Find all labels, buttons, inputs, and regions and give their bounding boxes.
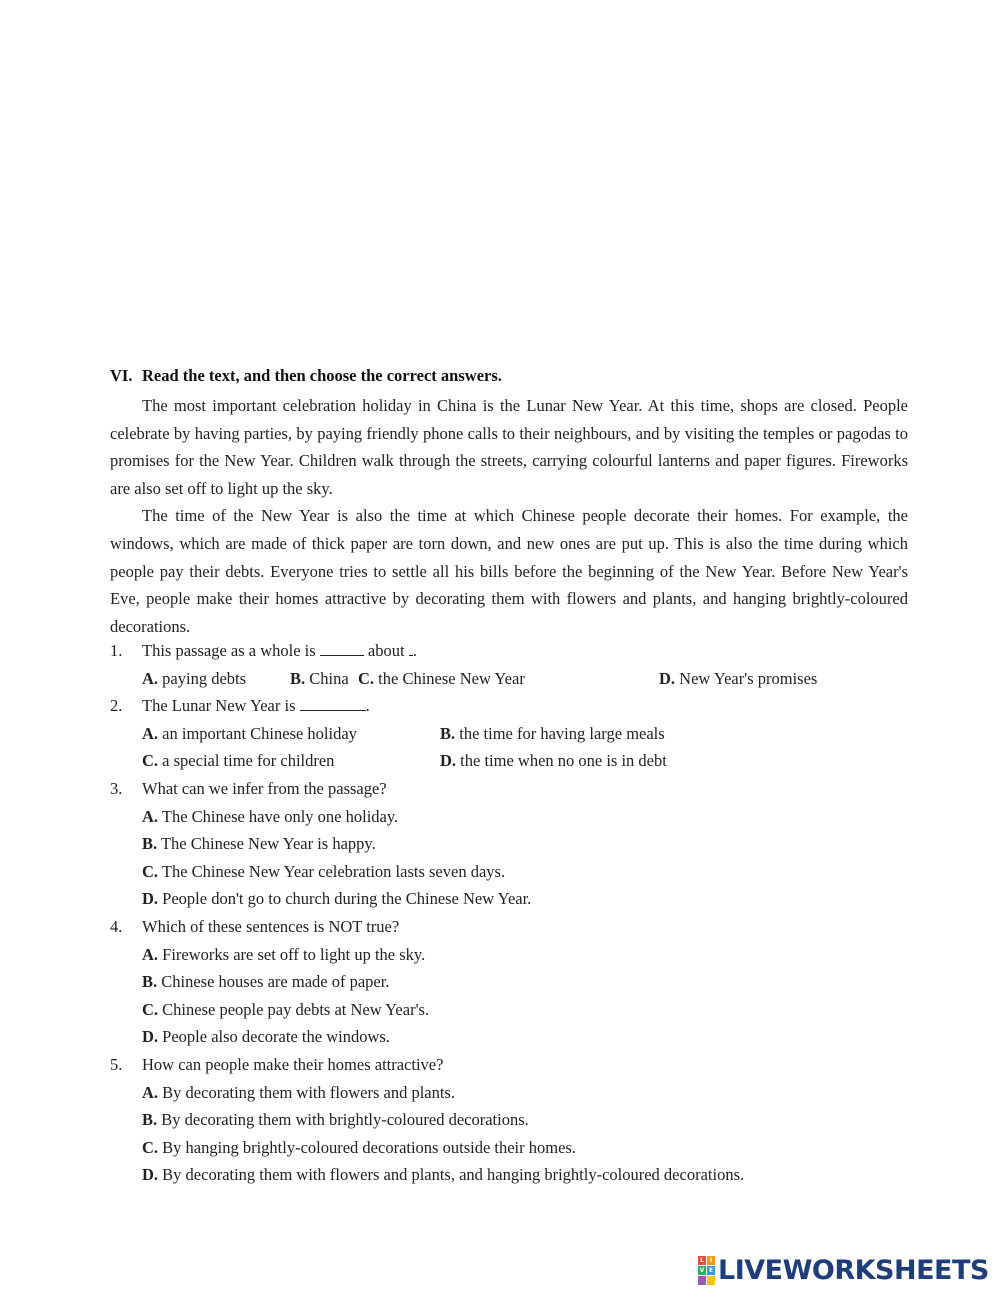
logo-text: LIVEWORKSHEETS [718, 1254, 989, 1286]
question-5-option-c [110, 1134, 910, 1162]
section-number: VI. [110, 366, 133, 385]
question-4 [110, 913, 910, 941]
question-stem-part: The Lunar New Year is [142, 696, 300, 716]
question-5-option-a [110, 1079, 910, 1107]
option-b[interactable]: B. Chinese houses are made of paper. [142, 972, 390, 992]
reading-passage [110, 392, 908, 640]
question-2-options-row-2 [110, 747, 910, 775]
question-list [110, 637, 910, 1189]
logo-block: E [708, 1266, 714, 1274]
option-b[interactable]: B. China [290, 668, 349, 688]
question-stem-part: . [365, 696, 370, 716]
option-d[interactable]: D. People don't go to church during the Chinese New Year. [142, 889, 532, 909]
question-4-option-b [110, 968, 910, 996]
logo-block [707, 1276, 715, 1285]
option-c[interactable]: C. The Chinese New Year celebration lasts seven days. [142, 861, 506, 881]
logo-block [698, 1276, 706, 1285]
option-c[interactable]: C. the Chinese New Year [358, 668, 525, 688]
question-5 [110, 1051, 910, 1079]
option-c[interactable]: C. By hanging brightly-coloured decorations outside their homes. [142, 1137, 576, 1157]
question-3-option-b [110, 830, 910, 858]
question-stem-part: about [363, 641, 409, 660]
section-heading [110, 366, 502, 386]
liveworksheets-logo [698, 1255, 989, 1285]
option-c[interactable]: C. Chinese people pay debts at New Year's. [142, 999, 430, 1019]
section-title: Read the text, and then choose the correct answers. [142, 366, 502, 385]
question-stem: How can people make their homes attractive? [142, 1054, 444, 1074]
question-stem: What can we infer from the passage? [142, 778, 387, 798]
question-stem-part: This passage as a whole is [142, 641, 320, 660]
logo-block: I [707, 1256, 715, 1265]
option-d[interactable]: D. By decorating them with flowers and plants, and hanging brightly-coloured decorations. [142, 1165, 745, 1185]
option-a[interactable]: A. paying debts [142, 668, 247, 688]
option-a[interactable]: A. By decorating them with flowers and plants. [142, 1082, 455, 1102]
option-b[interactable]: B. the time for having large meals [440, 723, 665, 743]
question-3-option-a [110, 803, 910, 831]
question-1 [110, 637, 910, 665]
question-2-options-row-1 [110, 720, 910, 748]
question-5-option-b [110, 1106, 910, 1134]
logo-block: L [698, 1256, 706, 1265]
logo-block: V [699, 1266, 705, 1274]
option-d[interactable]: D. New Year's promises [659, 668, 818, 688]
option-a[interactable]: A. Fireworks are set off to light up the sky. [142, 944, 426, 964]
question-5-option-d [110, 1161, 910, 1189]
question-3-option-d [110, 885, 910, 913]
question-stem: Which of these sentences is NOT true? [142, 916, 400, 936]
question-number: 4. [110, 916, 123, 936]
passage-paragraph-1: The most important celebration holiday in China is the Lunar New Year. At this time, shops are closed. People celebrate by having parties, by paying friendly phone calls to their neighbours, and by visiting the temples or pagodas to promises for the New Year. Children walk through the streets, carrying colourful lanterns and paper figures. Fireworks are also set off to light up the sky. [110, 396, 908, 498]
question-1-options [110, 665, 910, 693]
question-number: 2. [110, 696, 123, 716]
option-d[interactable]: D. People also decorate the windows. [142, 1027, 390, 1047]
question-2 [110, 692, 910, 720]
option-a[interactable]: A. an important Chinese holiday [142, 723, 357, 743]
question-3-option-c [110, 858, 910, 886]
question-stem [142, 637, 417, 665]
question-number: 5. [110, 1054, 123, 1074]
question-number: 3. [110, 778, 123, 798]
option-a[interactable]: A. The Chinese have only one holiday. [142, 806, 399, 826]
question-4-option-d [110, 1023, 910, 1051]
answer-blank[interactable] [320, 641, 364, 656]
passage-paragraph-2: The time of the New Year is also the time at which Chinese people decorate their homes. For example, the windows, which are made of thick paper are torn down, and new ones are put up. This is also the time during which people pay their debts. Everyone tries to settle all his bills before the beginning of the New Year. Before New Year's Eve, people make their homes attractive by decorating them with flowers and plants, and hanging brightly-coloured decorations. [110, 506, 908, 636]
question-number: 1. [110, 641, 123, 660]
option-b[interactable]: B. By decorating them with brightly-coloured decorations. [142, 1110, 529, 1130]
option-c[interactable]: C. a special time for children [142, 751, 335, 771]
option-b[interactable]: B. The Chinese New Year is happy. [142, 834, 376, 854]
question-stem-part: . [412, 641, 417, 660]
question-stem [142, 692, 370, 720]
live-blocks-icon [698, 1256, 715, 1285]
question-3 [110, 775, 910, 803]
option-d[interactable]: D. the time when no one is in debt [440, 751, 667, 771]
answer-blank[interactable] [300, 696, 366, 711]
question-4-option-a [110, 941, 910, 969]
question-4-option-c [110, 996, 910, 1024]
